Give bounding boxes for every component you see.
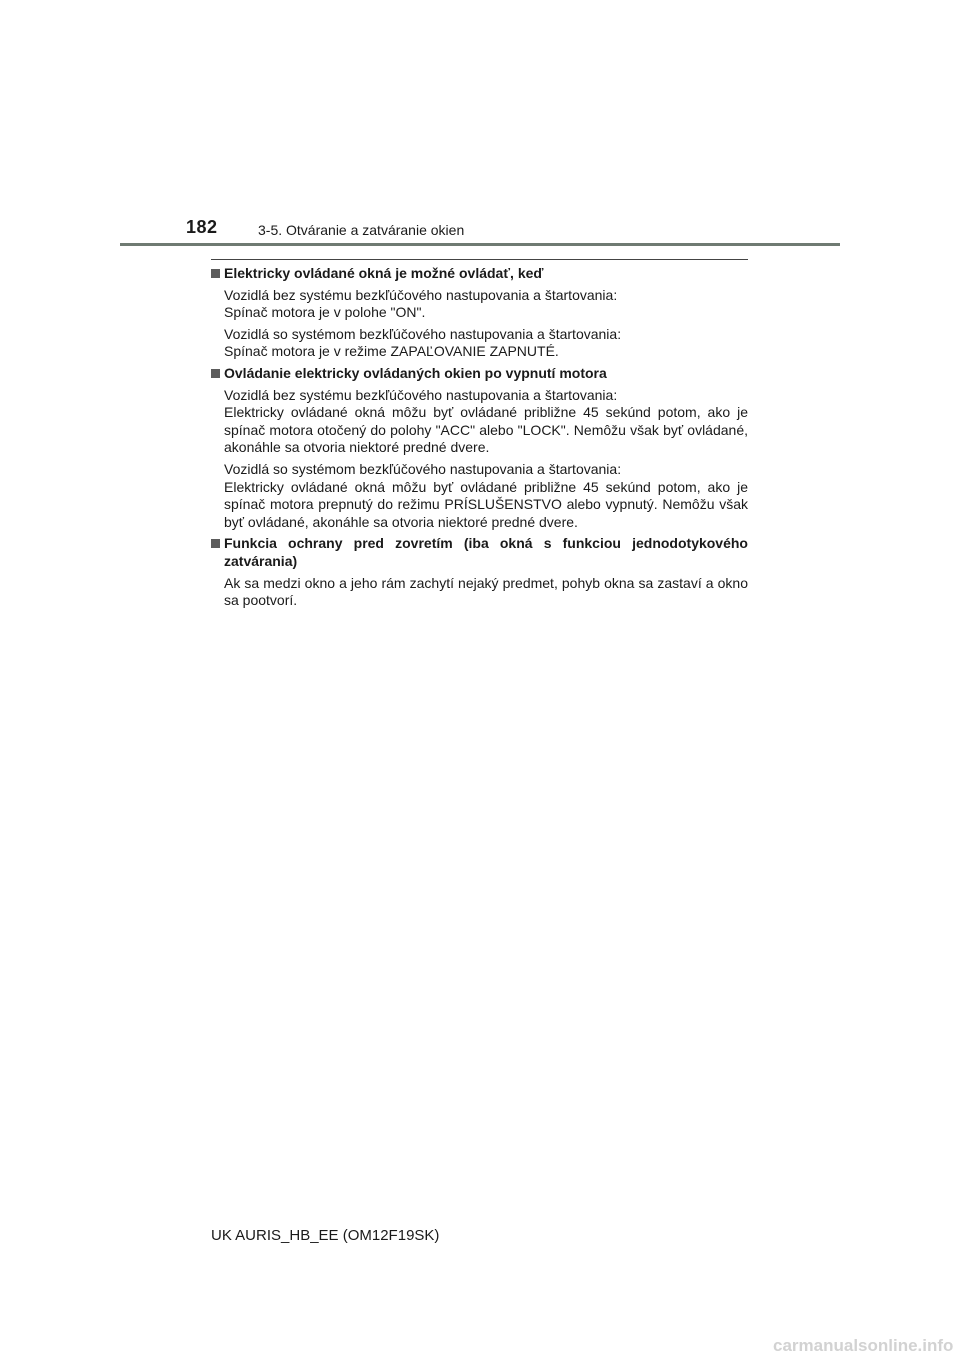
paragraph-line: Vozidlá bez systému bezkľúčového nastupovania a štartovania:	[224, 386, 618, 403]
paragraph-line: Elektricky ovládané okná môžu byť ovládané približne 45 sekúnd potom, ako je spínač motora otočený do polohy "ACC" alebo "LOCK". Nemôžu však byť ovládané, akonáhle sa otvoria niektoré predné dvere.	[224, 404, 748, 456]
paragraph-line: Ak sa medzi okno a jeho rám zachytí nejaký predmet, pohyb okna sa zastaví a okno sa pootvorí.	[224, 574, 748, 609]
paragraph-line: Vozidlá bez systému bezkľúčového nastupovania a štartovania:	[224, 286, 618, 303]
section-title: 3-5. Otváranie a zatváranie okien	[258, 222, 465, 238]
paragraph	[224, 287, 748, 322]
section-heading	[211, 265, 748, 283]
heading-text: Ovládanie elektricky ovládaných okien po vypnutí motora	[224, 364, 607, 381]
heading-text: Funkcia ochrany pred zovretím (iba okná s funkciou jednodotykového zatvárania)	[224, 535, 748, 569]
paragraph	[224, 387, 748, 457]
paragraph	[224, 575, 748, 610]
section-after-engine-off	[211, 365, 748, 531]
section-jam-protection	[211, 535, 748, 609]
section-heading	[211, 365, 748, 383]
square-bullet-icon	[211, 539, 220, 548]
paragraph-line: Elektricky ovládané okná môžu byť ovládané približne 45 sekúnd potom, ako je spínač motora prepnutý do režimu PRÍSLUŠENSTVO alebo vypnutý. Nemôžu však byť ovládané, akonáhle sa otvoria niektoré predné dvere.	[224, 478, 748, 530]
manual-code: UK AURIS_HB_EE (OM12F19SK)	[211, 1227, 440, 1244]
paragraph-line: Vozidlá so systémom bezkľúčového nastupovania a štartovania:	[224, 460, 622, 477]
square-bullet-icon	[211, 269, 220, 278]
square-bullet-icon	[211, 369, 220, 378]
paragraph-line: Spínač motora je v režime ZAPAĽOVANIE ZAPNUTÉ.	[224, 343, 559, 360]
paragraph	[224, 326, 748, 361]
page-number: 182	[186, 217, 218, 237]
content	[211, 265, 748, 614]
section-power-window-conditions	[211, 265, 748, 361]
paragraph-line: Spínač motora je v polohe "ON".	[224, 304, 426, 321]
section-heading	[211, 535, 748, 570]
paragraph-line: Vozidlá so systémom bezkľúčového nastupovania a štartovania:	[224, 325, 622, 342]
heading-text: Elektricky ovládané okná je možné ovládať, keď	[224, 265, 544, 281]
content-rule	[211, 259, 748, 260]
header-rule	[120, 243, 840, 246]
paragraph	[224, 461, 748, 531]
watermark-link[interactable]: carmanualsonline.info	[773, 1336, 954, 1355]
